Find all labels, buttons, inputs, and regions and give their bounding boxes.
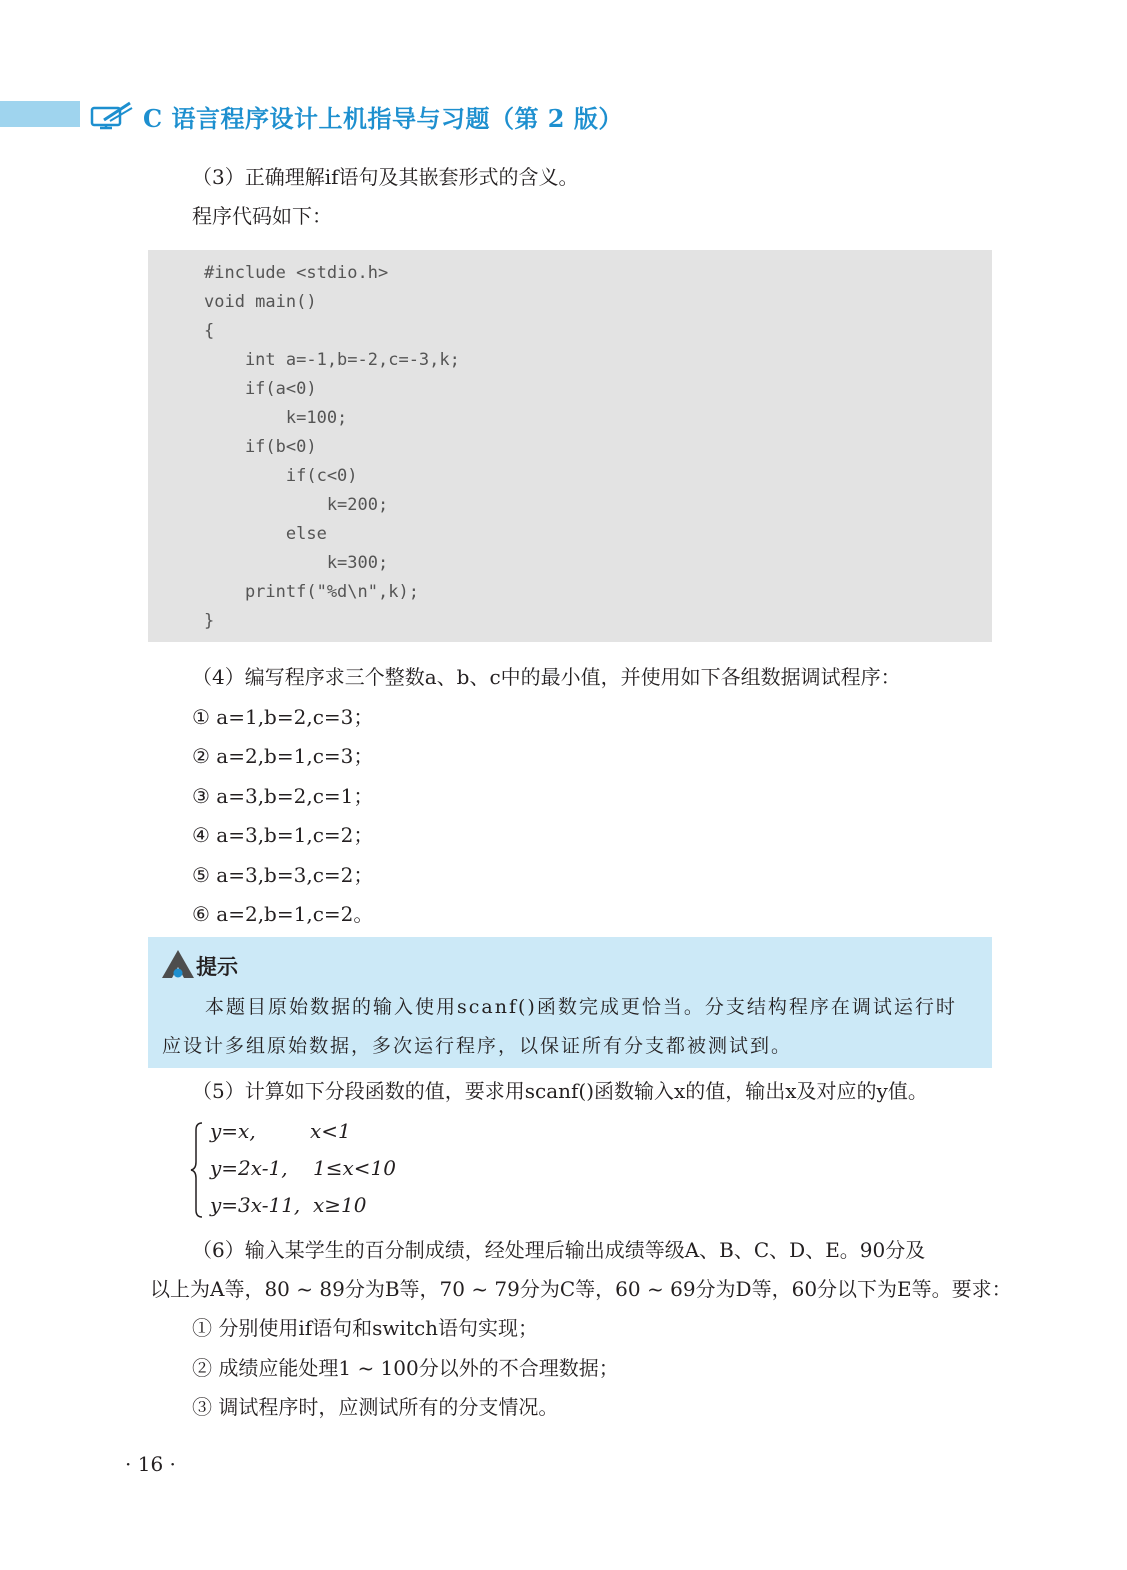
function-case-expr: y=x, — [210, 1119, 256, 1143]
code-line: #include <stdio.h> — [204, 263, 389, 283]
function-case-cond: 1≤x<10 — [313, 1156, 396, 1180]
page-number: · 16 · — [125, 1452, 176, 1476]
warning-triangle-icon — [160, 948, 196, 980]
section4-heading: （4）编写程序求三个整数a、b、c中的最小值，并使用如下各组数据调试程序： — [192, 665, 901, 689]
code-line: k=100; — [204, 408, 348, 428]
test-case-item: ① a=1,b=2,c=3； — [192, 705, 374, 729]
tip-text-line: 应设计多组原始数据，多次运行程序，以保证所有分支都被测试到。 — [162, 1035, 793, 1057]
code-line: int a=-1,b=-2,c=-3,k; — [204, 350, 460, 370]
test-case-item: ④ a=3,b=1,c=2； — [192, 823, 374, 847]
code-line: void main() — [204, 292, 317, 312]
code-intro: 程序代码如下： — [192, 204, 332, 228]
function-case-expr: y=2x-1, — [210, 1156, 288, 1180]
code-line: k=200; — [204, 495, 389, 515]
section6-line: （6）输入某学生的百分制成绩，经处理后输出成绩等级A、B、C、D、E。90分及 — [192, 1238, 926, 1262]
section5-heading: （5）计算如下分段函数的值，要求用scanf()函数输入x的值，输出x及对应的y值。 — [192, 1079, 928, 1103]
section6-line: 以上为A等，80 ~ 89分为B等，70 ~ 79分为C等，60 ~ 69分为D等，60分以下为E等。要求： — [150, 1277, 1012, 1301]
function-case-cond: x<1 — [310, 1119, 351, 1143]
header-accent-bar — [0, 101, 80, 127]
test-case-item: ② a=2,b=1,c=3； — [192, 744, 374, 768]
curly-brace — [188, 1120, 206, 1220]
test-case-item: ⑤ a=3,b=3,c=2； — [192, 863, 374, 887]
test-case-item: ③ a=3,b=2,c=1； — [192, 784, 374, 808]
code-line: if(c<0) — [204, 466, 358, 486]
code-line: { — [204, 321, 215, 341]
requirement-item: ① 分别使用if语句和switch语句实现； — [192, 1316, 539, 1340]
code-line: else — [204, 524, 327, 544]
requirement-item: ③ 调试程序时，应测试所有的分支情况。 — [192, 1395, 559, 1419]
code-line: if(a<0) — [204, 379, 317, 399]
section3-heading: （3）正确理解if语句及其嵌套形式的含义。 — [192, 165, 579, 189]
code-line: printf("%d\n",k); — [204, 582, 419, 602]
book-title: C 语言程序设计上机指导与习题（第 2 版） — [143, 104, 623, 133]
code-line: if(b<0) — [204, 437, 317, 457]
requirement-item: ② 成绩应能处理1 ~ 100分以外的不合理数据； — [192, 1356, 619, 1380]
test-case-item: ⑥ a=2,b=1,c=2。 — [192, 902, 374, 926]
function-case-cond: x≥10 — [313, 1193, 367, 1217]
tip-text-line: 本题目原始数据的输入使用scanf()函数完成更恰当。分支结构程序在调试运行时 — [205, 996, 957, 1018]
monitor-pen-icon — [90, 100, 134, 130]
tip-title: 提示 — [196, 955, 238, 979]
code-line: k=300; — [204, 553, 389, 573]
code-line: } — [204, 611, 215, 631]
function-case-expr: y=3x-11, — [210, 1193, 301, 1217]
